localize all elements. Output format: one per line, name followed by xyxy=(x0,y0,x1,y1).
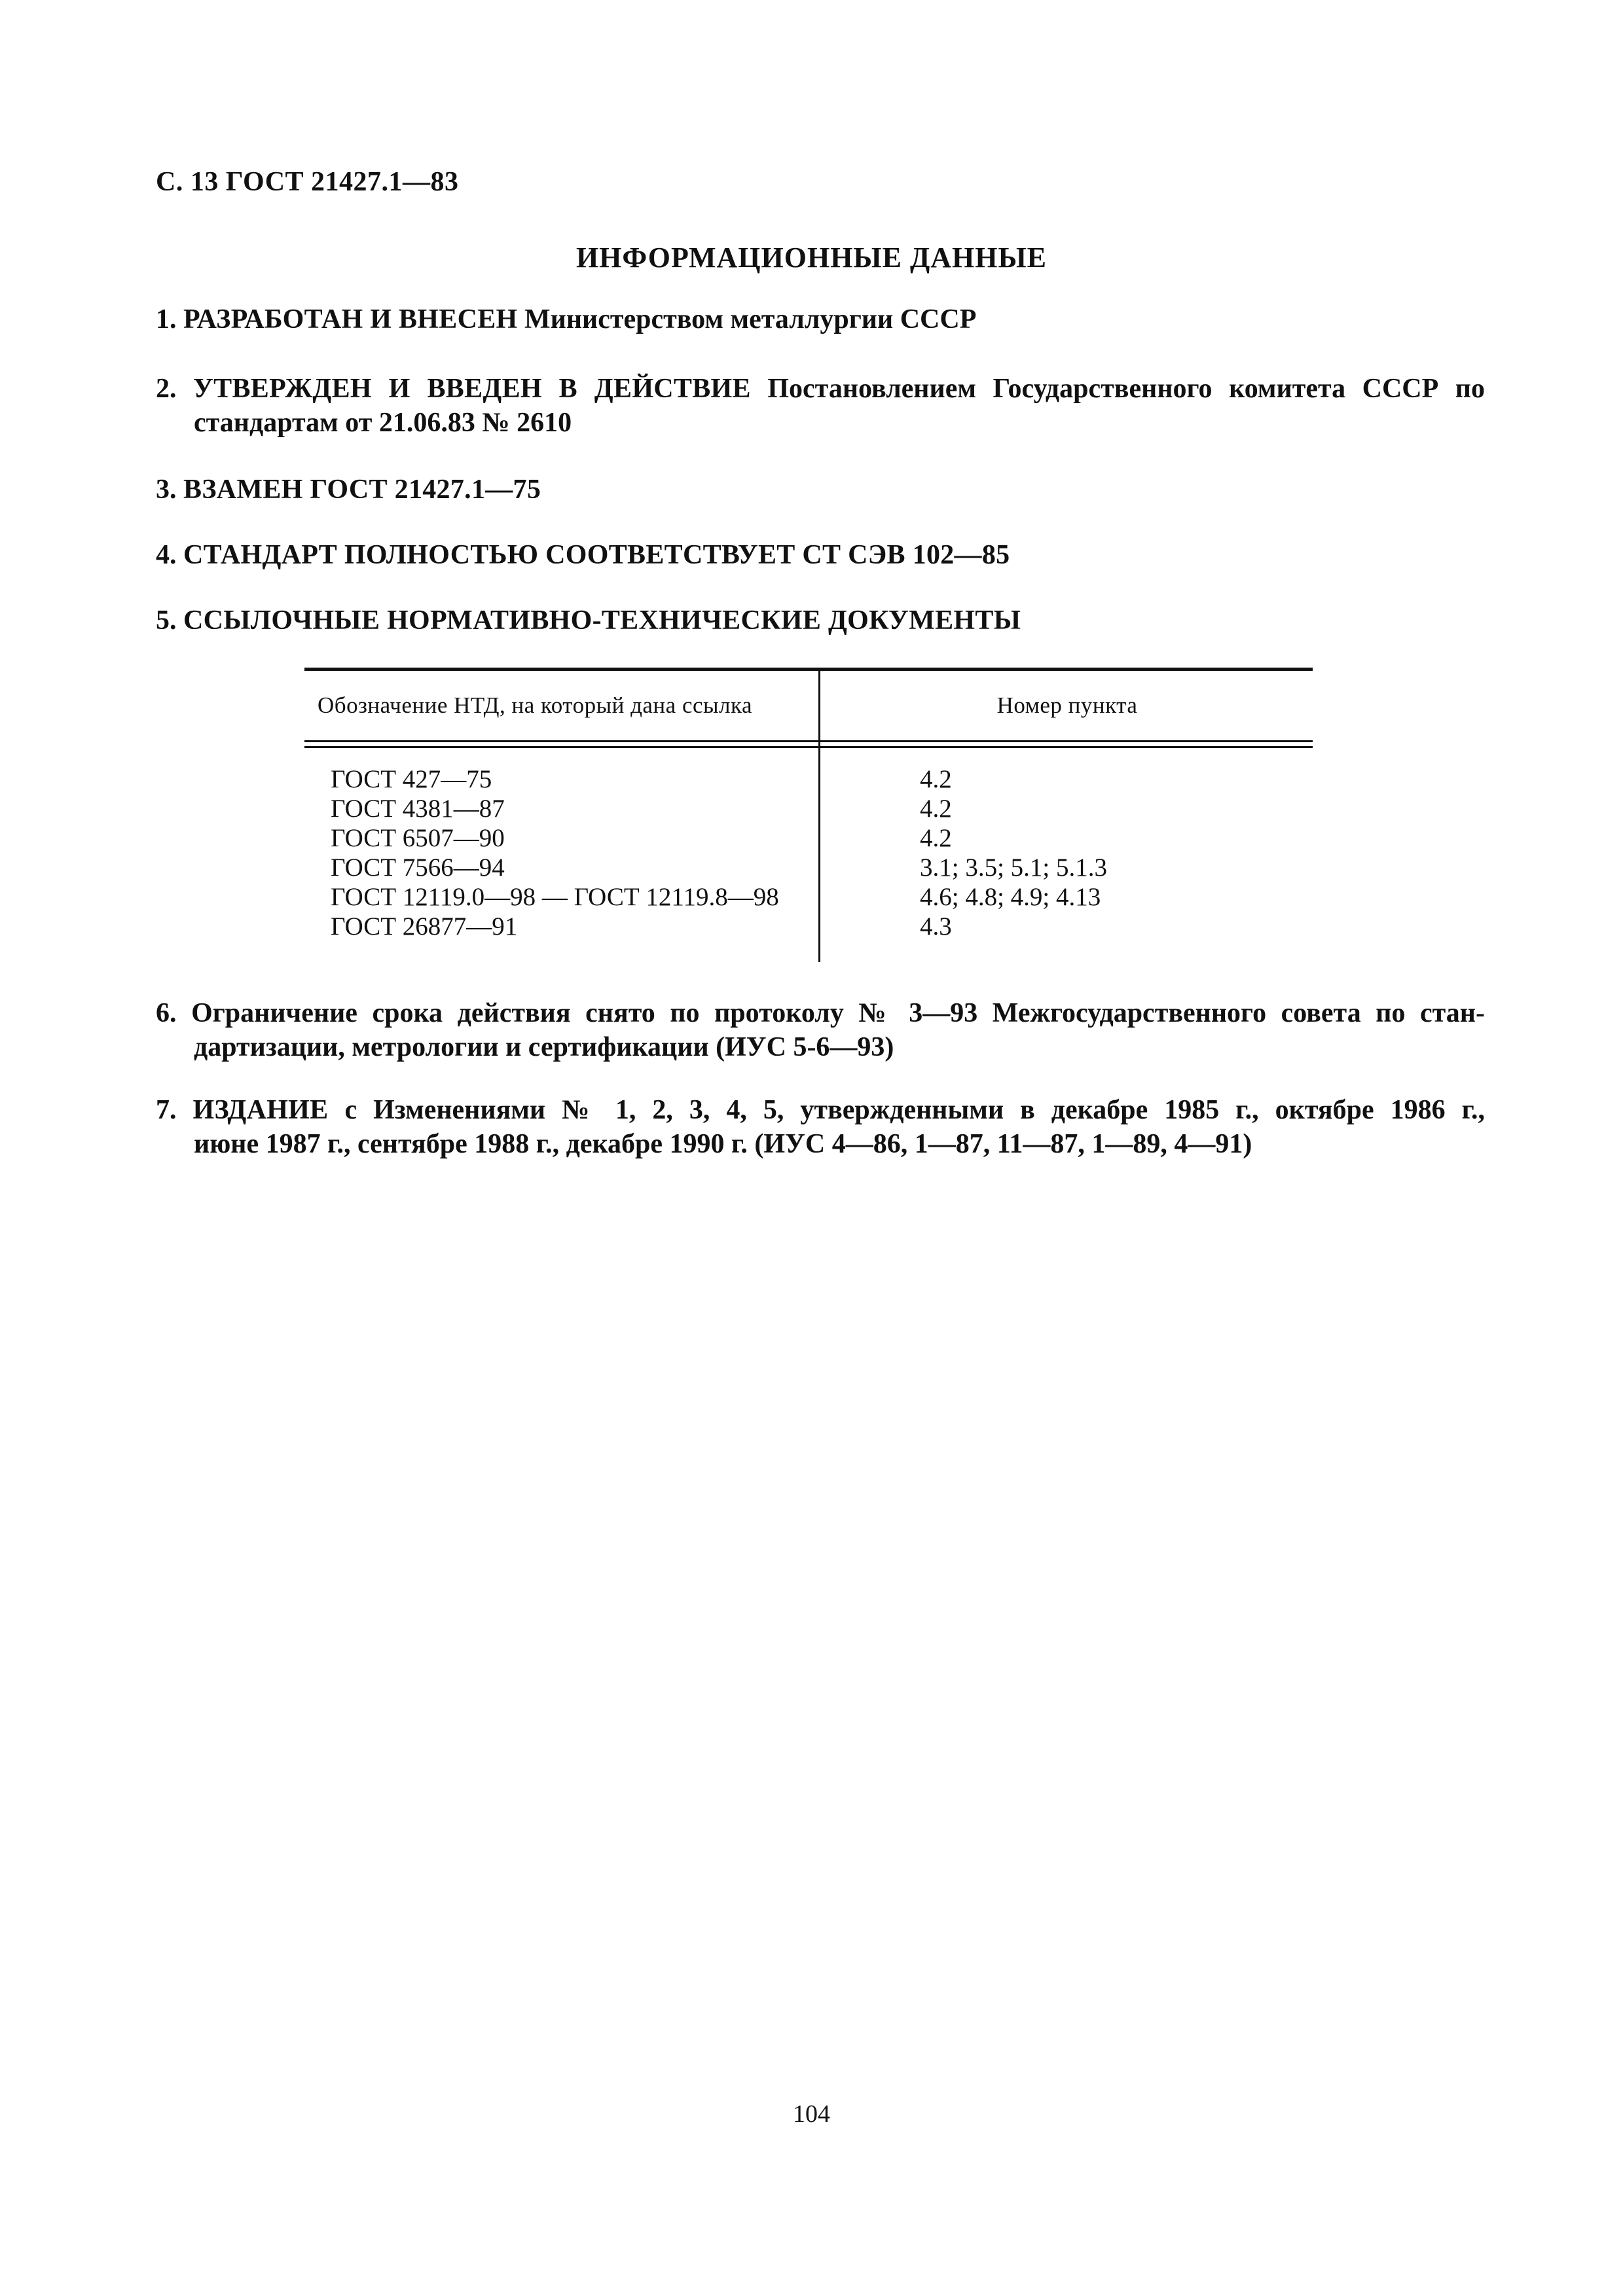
section-title: ИНФОРМАЦИОННЫЕ ДАННЫЕ xyxy=(575,242,1048,274)
running-header: С. 13 ГОСТ 21427.1—83 xyxy=(156,167,459,197)
item-lead: ССЫЛОЧНЫЕ НОРМАТИВНО-ТЕХНИЧЕСКИЕ ДОКУМЕНТЫ xyxy=(183,605,1021,636)
item-text: Ограничение срока действия снято по протоколу № 3—93 Межгосударственного совета по стан- xyxy=(191,998,1485,1028)
info-item-7 xyxy=(156,1093,1485,1161)
item-text: Постановлением Государственного комитета СССР по xyxy=(767,374,1486,404)
item-text: Министерством металлургии СССР xyxy=(524,304,977,334)
item-number: 3. xyxy=(156,475,177,505)
info-item-2 xyxy=(156,372,1485,440)
info-item-5 xyxy=(156,603,1485,637)
table-cell-designation: ГОСТ 12119.0—98 — ГОСТ 12119.8—98 xyxy=(331,883,779,911)
table-cell-designation: ГОСТ 26877—91 xyxy=(331,912,518,941)
info-item-4 xyxy=(156,538,1485,572)
info-item-1 xyxy=(156,302,1485,336)
item-lead: ИЗДАНИЕ xyxy=(192,1095,329,1125)
table-cell-designation: ГОСТ 6507—90 xyxy=(331,824,505,852)
item-number: 6. xyxy=(156,998,177,1028)
info-item-6 xyxy=(156,996,1485,1064)
table-column-divider xyxy=(818,668,820,962)
table-cell-designation: ГОСТ 7566—94 xyxy=(331,853,505,882)
table-cell-clause: 4.2 xyxy=(920,795,952,823)
item-text-continued: июне 1987 г., сентябре 1988 г., декабре 1990 г. (ИУС 4—86, 1—87, 11—87, 1—89, 4—91) xyxy=(194,1129,1252,1159)
item-number: 7. xyxy=(156,1095,177,1125)
reference-table xyxy=(304,668,1313,962)
item-number: 2. xyxy=(156,374,177,404)
table-cell-designation: ГОСТ 427—75 xyxy=(331,765,492,793)
page-number: 104 xyxy=(793,2100,830,2128)
table-cell-clause: 3.1; 3.5; 5.1; 5.1.3 xyxy=(920,853,1108,882)
table-top-rule xyxy=(304,668,1313,671)
item-number: 5. xyxy=(156,605,177,636)
item-number: 1. xyxy=(156,304,177,334)
item-lead: ВЗАМЕН ГОСТ 21427.1—75 xyxy=(183,475,541,505)
table-cell-clause: 4.2 xyxy=(920,765,952,793)
item-number: 4. xyxy=(156,540,177,570)
table-column-clause xyxy=(920,764,1313,941)
item-text-continued: дартизации, метрологии и сертификации (ИУС 5-6—93) xyxy=(194,1032,894,1062)
table-header-clause: Номер пункта xyxy=(996,692,1138,718)
table-header-designation: Обозначение НТД, на который дана ссылка xyxy=(318,692,753,718)
item-text: с Изменениями № 1, 2, 3, 4, 5, утвержденными в декабре 1985 г., октябре 1986 г., xyxy=(344,1095,1485,1125)
table-cell-clause: 4.3 xyxy=(920,912,952,941)
item-lead: РАЗРАБОТАН И ВНЕСЕН xyxy=(183,304,518,334)
table-header-rule xyxy=(304,740,1313,742)
table-cell-designation: ГОСТ 4381—87 xyxy=(331,795,505,823)
table-cell-clause: 4.6; 4.8; 4.9; 4.13 xyxy=(920,883,1101,911)
table-cell-clause: 4.2 xyxy=(920,824,952,852)
item-lead: СТАНДАРТ ПОЛНОСТЬЮ СООТВЕТСТВУЕТ СТ СЭВ 102—85 xyxy=(183,540,1010,570)
info-item-3 xyxy=(156,473,1485,507)
table-column-designation xyxy=(331,764,815,941)
table-header-rule-double xyxy=(304,746,1313,748)
item-lead: УТВЕРЖДЕН И ВВЕДЕН В ДЕЙСТВИЕ xyxy=(193,374,751,404)
item-text-continued: стандартам от 21.06.83 № 2610 xyxy=(194,408,572,438)
